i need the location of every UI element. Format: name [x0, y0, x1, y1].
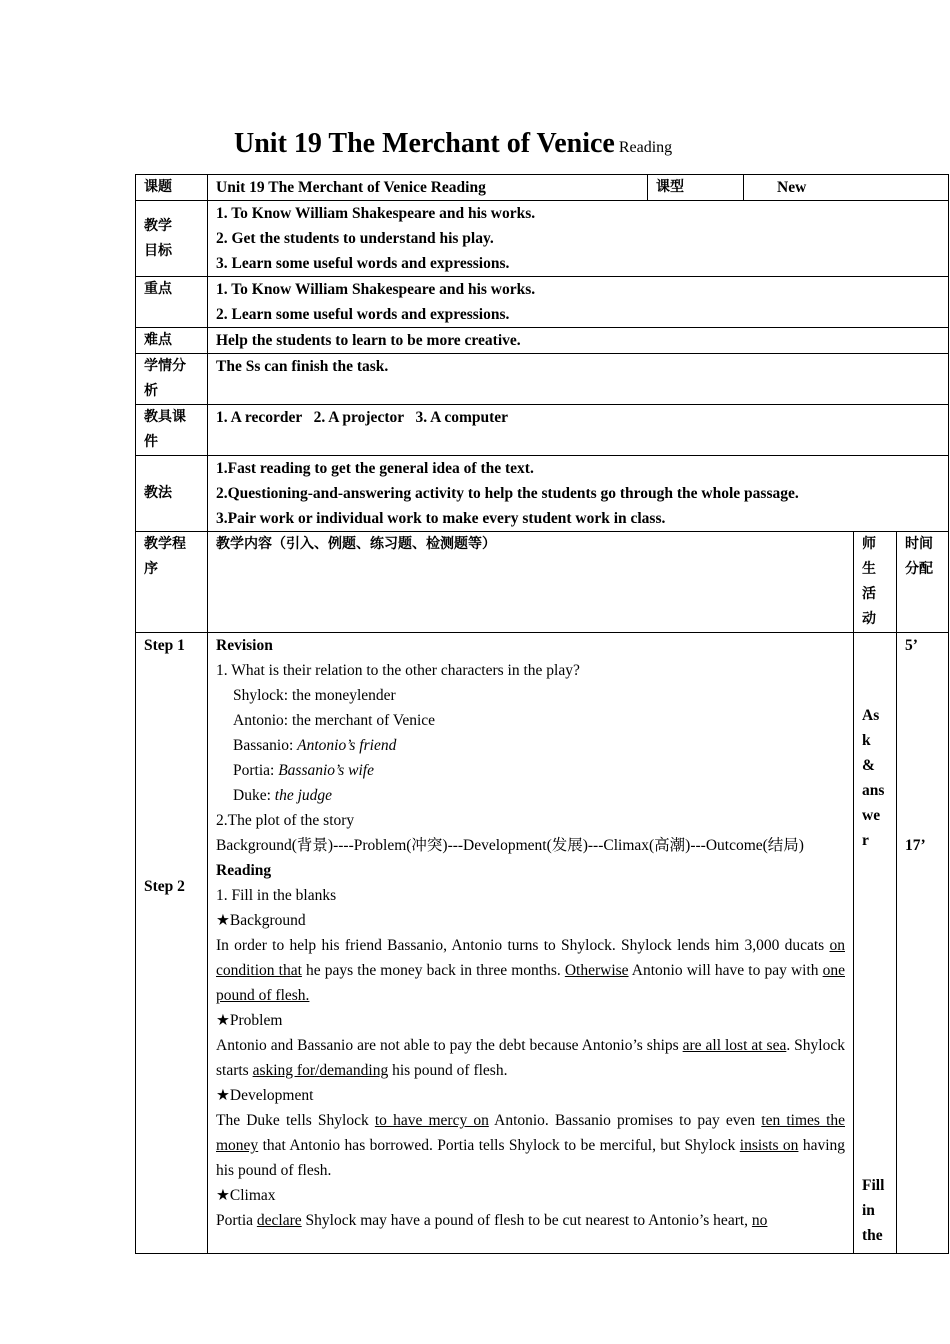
- climax-heading: ★Climax: [216, 1187, 276, 1204]
- time-header: 时间 分配: [897, 532, 949, 633]
- difficulty-value: Help the students to learn to be more creative.: [208, 328, 949, 354]
- procedure-body-row: [136, 633, 949, 1254]
- time-step-1: 5’: [905, 637, 918, 654]
- procedure-header-row: [136, 532, 949, 633]
- time-column: [897, 633, 949, 1254]
- topic-label: 课题: [136, 175, 208, 201]
- problem-heading: ★Problem: [216, 1012, 283, 1029]
- lesson-plan-table: [135, 174, 949, 1254]
- type-value: New: [744, 175, 949, 201]
- character-portia: Portia: Bassanio’s wife: [233, 762, 374, 779]
- step-1-label: Step 1: [144, 637, 185, 654]
- steps-column: [136, 633, 208, 1254]
- revision-heading: Revision: [216, 637, 273, 654]
- background-heading: ★Background: [216, 912, 306, 929]
- title-main: Unit 19 The Merchant of Venice: [234, 128, 615, 159]
- document-title: [234, 128, 672, 160]
- method-item: 1.Fast reading to get the general idea of the text.: [216, 460, 534, 477]
- lesson-content: [208, 633, 854, 1254]
- development-paragraph: The Duke tells Shylock to have mercy on Antonio. Bassanio promises to pay even ten times the money that Antonio has borrowed. Portia tells Shylock to be merciful, but Shylock insists on having his pound of flesh.: [216, 1112, 845, 1179]
- objectives-content: [208, 201, 949, 277]
- objective-item: 1. To Know William Shakespeare and his works.: [216, 205, 536, 222]
- topic-row: [136, 175, 949, 201]
- objective-item: 3. Learn some useful words and expressions.: [216, 255, 510, 272]
- key-point-item: 2. Learn some useful words and expressions.: [216, 306, 510, 323]
- key-points-label: 重点: [136, 277, 208, 328]
- objectives-row: [136, 201, 949, 277]
- tools-label: 教具课件: [136, 405, 208, 456]
- key-points-row: [136, 277, 949, 328]
- methods-label: 教法: [136, 456, 208, 532]
- activity-ask-answer: As k & ans we r: [862, 707, 885, 849]
- difficulty-label: 难点: [136, 328, 208, 354]
- plot-heading: 2.The plot of the story: [216, 812, 355, 829]
- activities-column: [854, 633, 897, 1254]
- problem-paragraph: Antonio and Bassanio are not able to pay the debt because Antonio’s ships are all lost at sea. Shylock starts asking for/demanding his pound of flesh.: [216, 1037, 845, 1079]
- type-label: 课型: [648, 175, 744, 201]
- character-antonio: Antonio: the merchant of Venice: [233, 712, 436, 729]
- step-2-label: Step 2: [144, 878, 185, 895]
- methods-content: [208, 456, 949, 532]
- method-item: 2.Questioning-and-answering activity to help the students go through the whole passage.: [216, 485, 799, 502]
- key-point-item: 1. To Know William Shakespeare and his works.: [216, 281, 536, 298]
- tools-value: 1. A recorder 2. A projector 3. A computer: [208, 405, 949, 456]
- procedure-label: 教学程序: [136, 532, 208, 633]
- method-item: 3.Pair work or individual work to make every student work in class.: [216, 510, 666, 527]
- background-paragraph: In order to help his friend Bassanio, Antonio turns to Shylock. Shylock lends him 3,000 ducats on condition that he pays the money back in three months. Otherwise Antonio will have to pay with one pound of flesh.: [216, 937, 845, 1004]
- objective-item: 2. Get the students to understand his play.: [216, 230, 494, 247]
- character-bassanio: Bassanio: Antonio’s friend: [233, 737, 397, 754]
- question-1: 1. What is their relation to the other characters in the play?: [216, 662, 580, 679]
- methods-row: [136, 456, 949, 532]
- development-heading: ★Development: [216, 1087, 314, 1104]
- reading-heading: Reading: [216, 862, 272, 879]
- difficulty-row: [136, 328, 949, 354]
- activity-fill-in: Fill in the: [862, 1177, 885, 1244]
- character-duke: Duke: the judge: [233, 787, 333, 804]
- climax-paragraph: Portia declare Shylock may have a pound of flesh to be cut nearest to Antonio’s heart, no: [216, 1212, 768, 1229]
- objectives-label: 教学 目标: [136, 201, 208, 277]
- time-step-2: 17’: [905, 837, 926, 854]
- title-sub: Reading: [618, 139, 673, 156]
- topic-value: Unit 19 The Merchant of Venice Reading: [208, 175, 648, 201]
- activity-header: 师 生 活 动: [854, 532, 897, 633]
- key-points-content: [208, 277, 949, 328]
- character-shylock: Shylock: the moneylender: [233, 687, 396, 704]
- fill-blanks-instruction: 1. Fill in the blanks: [216, 887, 337, 904]
- analysis-value: The Ss can finish the task.: [208, 354, 949, 405]
- content-header: 教学内容（引入、例题、练习题、检测题等）: [208, 532, 854, 633]
- analysis-row: [136, 354, 949, 405]
- plot-line: Background(背景)----Problem(冲突)---Development(发展)---Climax(高潮)---Outcome(结局): [216, 837, 804, 854]
- tools-row: [136, 405, 949, 456]
- analysis-label: 学情分析: [136, 354, 208, 405]
